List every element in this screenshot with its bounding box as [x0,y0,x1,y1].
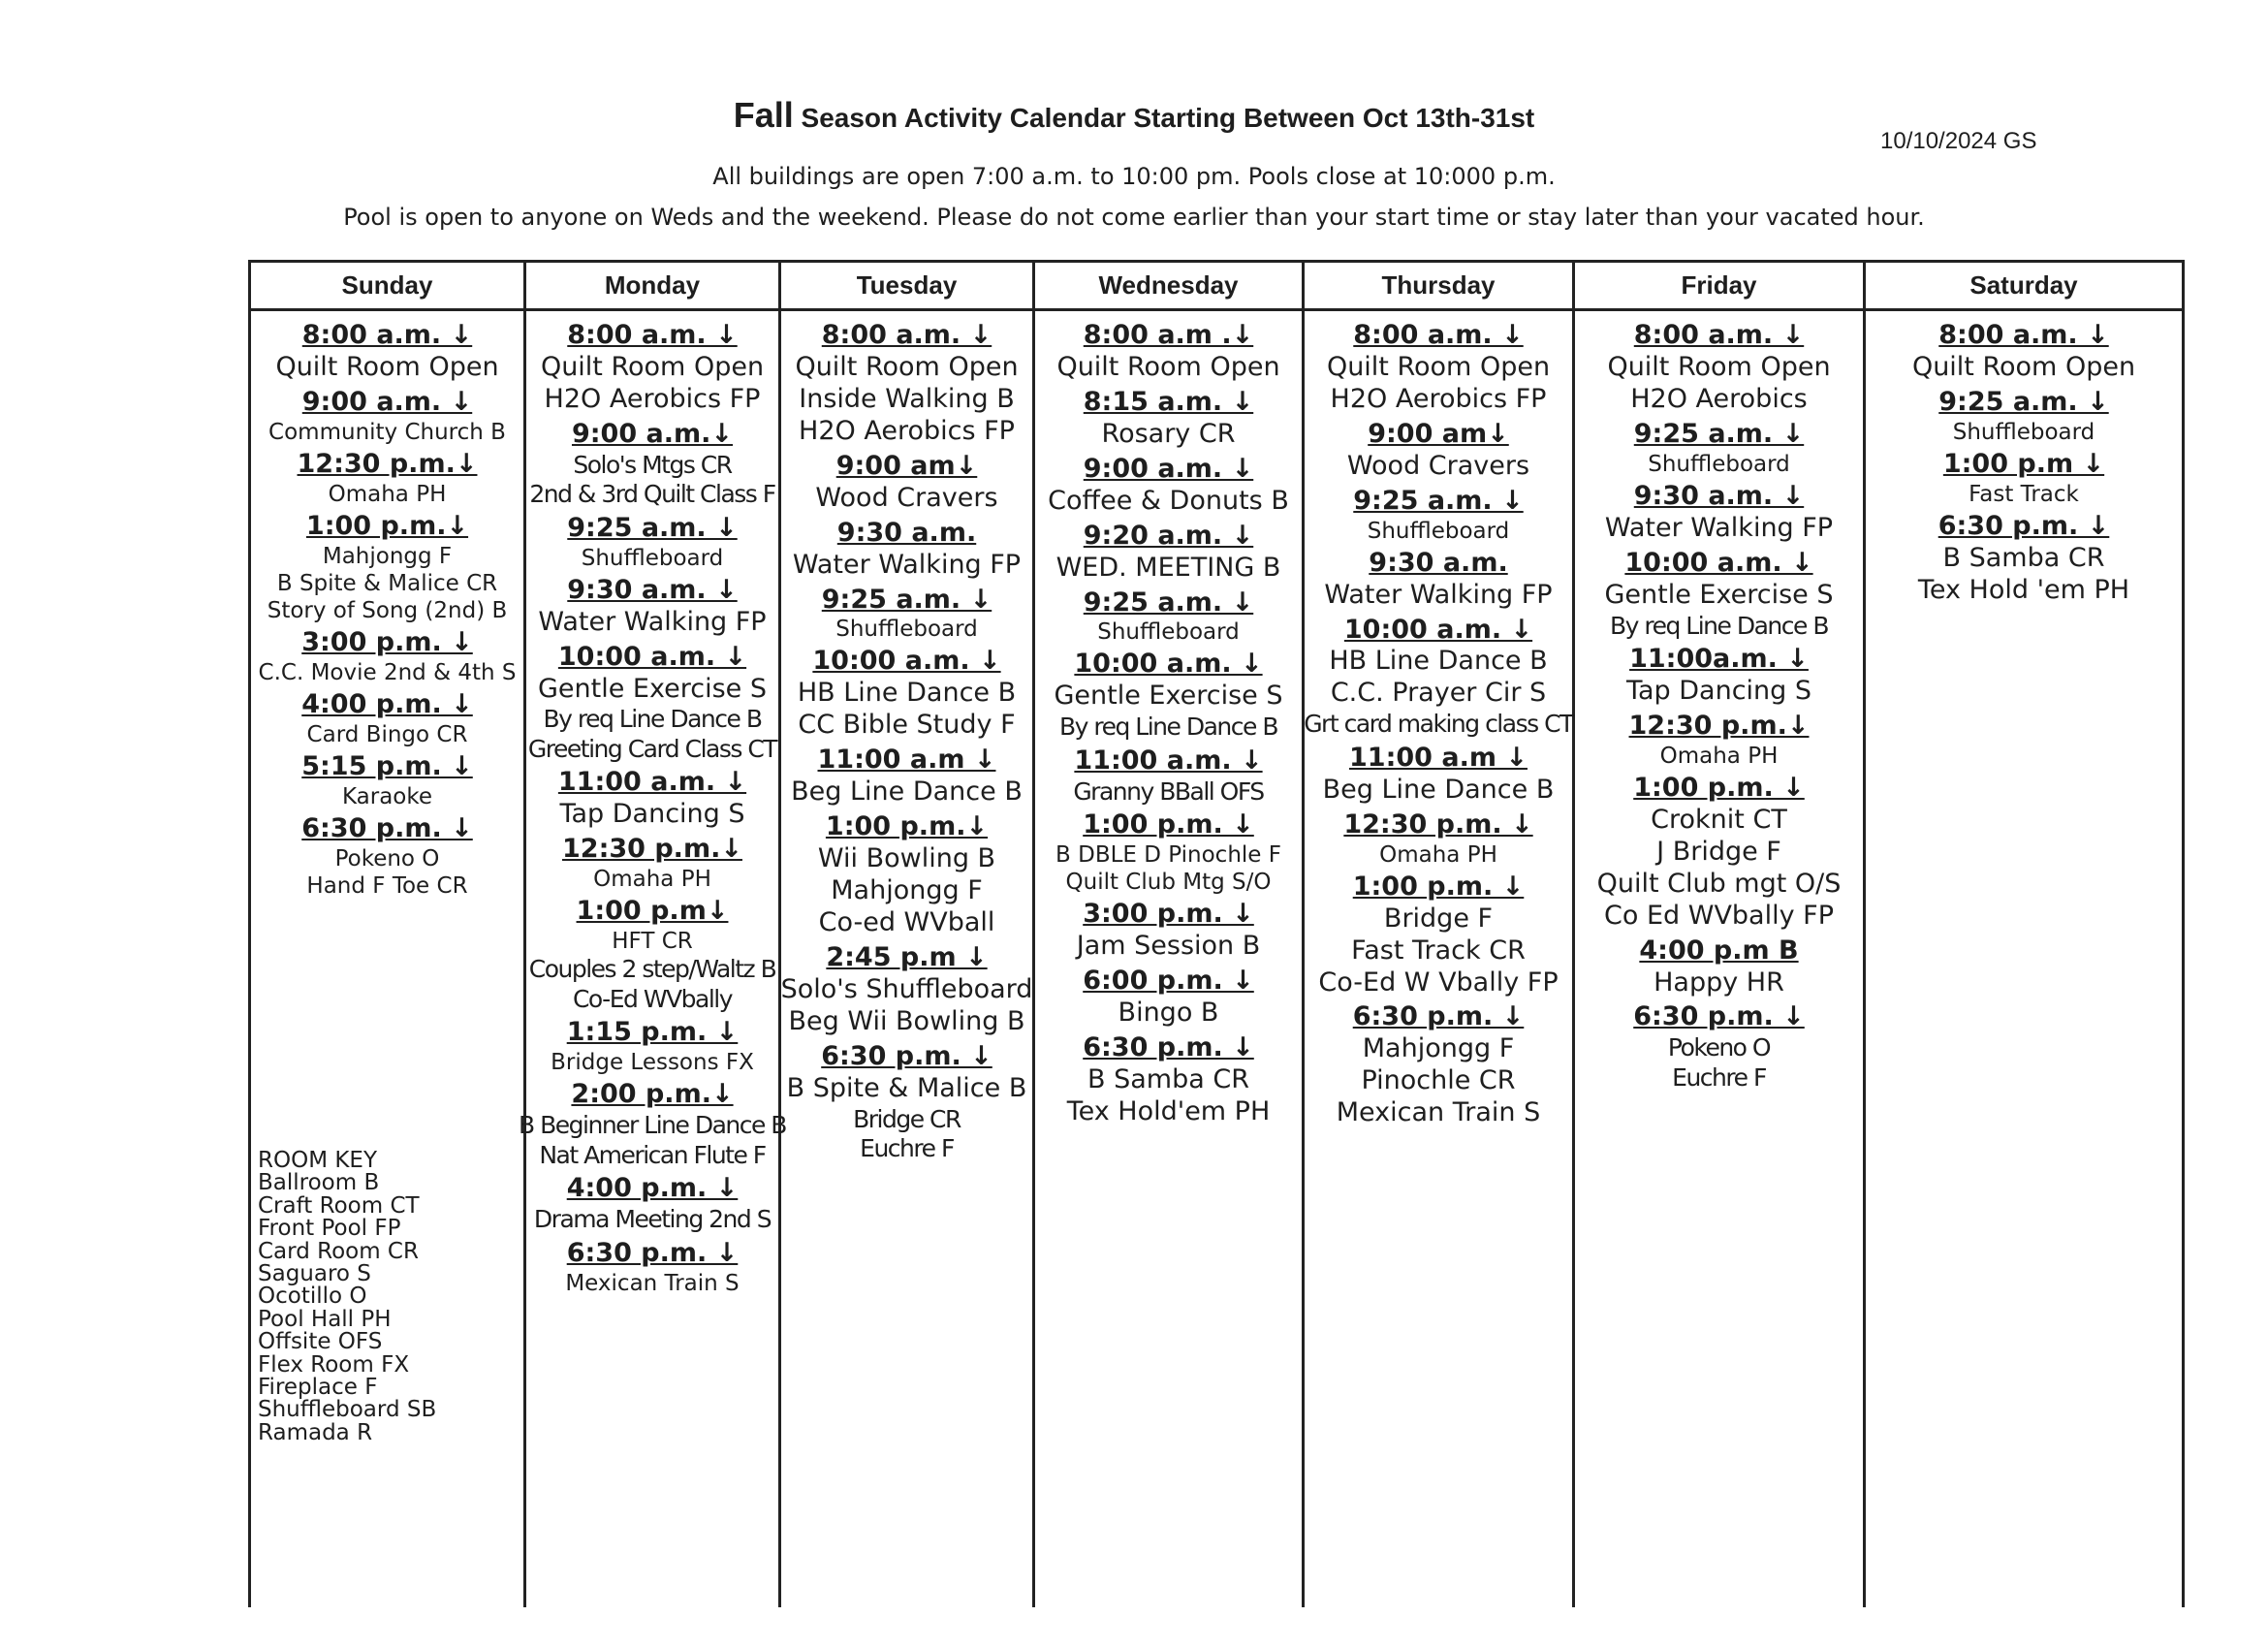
time-slot: 9:00 a.m. ↓ [301,386,473,417]
time-slot: 9:25 a.m. ↓ [1633,418,1805,449]
activity-item: Drama Meeting 2nd S [533,1205,772,1234]
activity-item: B Spite & Malice B [786,1072,1027,1103]
time-slot: 8:00 a.m. ↓ [1633,320,1805,350]
activity-item: Gentle Exercise S [1604,579,1834,610]
time-slot: 9:25 a.m. ↓ [567,512,738,543]
activity-list [519,311,786,1297]
time-slot: 5:15 p.m. ↓ [301,750,473,781]
activity-item: H2O Aerobics FP [1330,383,1547,414]
activity-item: Pokeno O [1667,1033,1771,1062]
time-slot: 9:30 a.m. ↓ [567,574,738,605]
activity-item: Shuffleboard [581,545,724,571]
activity-item: Mexican Train S [1336,1097,1541,1128]
activity-item: HFT CR [612,929,693,955]
day-header: Wednesday [1035,263,1302,311]
activity-item: Community Church B [268,419,506,445]
time-slot: 8:00 a.m. ↓ [1353,320,1524,350]
day-header: Tuesday [781,263,1032,311]
activity-item: Shuffleboard [1952,419,2095,445]
activity-item: B DBLE D Pinochle F [1055,842,1281,869]
day-header: Saturday [1866,263,2182,311]
time-slot: 9:30 a.m. [836,517,977,548]
activity-item: Tap Dancing S [559,799,745,830]
time-slot: 10:00 a.m. ↓ [557,641,747,672]
room-key-entry: Shuffleboard SB [258,1397,437,1423]
time-slot: 8:15 a.m. ↓ [1083,386,1254,417]
time-slot: 8:00 a.m. ↓ [567,320,738,350]
activity-item: Omaha PH [593,867,711,893]
activity-item: Mahjongg F [322,543,453,569]
title-season: Fall [733,95,794,135]
activity-item: Nat American Flute F [539,1140,766,1169]
activity-item: Water Walking FP [538,606,767,637]
time-slot: 6:30 p.m. ↓ [1937,510,2110,541]
activity-item: Grt card making class CT [1304,710,1573,739]
activity-item: Bridge CR [853,1104,961,1133]
activity-item: Quilt Club Mtg S/O [1065,870,1272,896]
time-slot: 3:00 p.m. ↓ [1083,899,1254,930]
time-slot: 9:00 a.m. ↓ [1083,453,1254,484]
activity-item: Fast Track [1969,481,2079,507]
time-slot: 6:30 p.m. ↓ [1083,1032,1254,1063]
activity-item: Tex Hold 'em PH [1917,574,2130,605]
activity-item: Euchre F [860,1134,954,1163]
activity-item: Gentle Exercise S [538,673,767,704]
activity-item: Euchre F [1672,1062,1766,1092]
time-slot: 10:00 a.m. ↓ [1343,614,1533,645]
time-slot: 6:30 p.m. ↓ [301,812,473,843]
room-key-entry: Fireplace F [258,1375,378,1401]
activity-item: Jam Session B [1076,931,1261,962]
activity-item: Tex Hold'em PH [1066,1095,1271,1126]
time-slot: 1:00 p.m. ↓ [1083,809,1254,840]
activity-item: Quilt Room Open [1911,351,2136,382]
activity-item: Quilt Room Open [1326,351,1551,382]
activity-list [1866,311,2182,607]
activity-item: Wii Bowling B [817,843,996,874]
activity-item: Couples 2 step/Waltz B [528,955,776,984]
time-slot: 1:00 p.m.↓ [825,811,989,842]
activity-item: Happy HR [1654,967,1784,998]
time-slot: 12:30 p.m.↓ [1628,710,1810,741]
day-header: Thursday [1305,263,1572,311]
time-slot: 4:00 p.m B [1639,935,1799,966]
activity-item: Pinochle CR [1361,1065,1516,1096]
activity-item: By req Line Dance B [543,705,762,734]
time-slot: 10:00 a.m. ↓ [812,646,1001,677]
day-column-saturday [1866,263,2182,1607]
activity-item: C.C. Movie 2nd & 4th S [258,659,517,685]
activity-item: By req Line Dance B [1609,611,1828,640]
activity-item: H2O Aerobics FP [799,415,1015,446]
day-header: Sunday [251,263,523,311]
time-slot: 8:00 a.m .↓ [1083,320,1254,350]
time-slot: 8:00 a.m. ↓ [301,320,473,350]
activity-item: Co-Ed WVbally [572,984,733,1013]
time-slot: 9:00 am↓ [1368,418,1509,449]
room-key-entry: Saguaro S [258,1261,371,1287]
activity-item: Bridge Lessons FX [551,1050,754,1076]
activity-item: WED. MEETING B [1055,552,1281,583]
activity-item: B Samba CR [1942,542,2105,573]
activity-item: Bridge F [1383,903,1494,934]
time-slot: 9:25 a.m. ↓ [1353,485,1524,516]
activity-item: Water Walking FP [792,549,1022,580]
room-key-entry: Front Pool FP [258,1216,401,1242]
time-slot: 2:00 p.m.↓ [571,1079,734,1110]
activity-item: Omaha PH [1379,841,1497,868]
time-slot: 11:00 a.m. ↓ [557,767,747,798]
time-slot: 6:30 p.m. ↓ [821,1040,992,1071]
room-key-entry: Craft Room CT [258,1192,420,1219]
time-slot: 9:25 a.m. ↓ [1938,386,2109,417]
activity-item: H2O Aerobics FP [544,383,761,414]
activity-item: Croknit CT [1651,804,1787,835]
activity-item: Mahjongg F [1362,1033,1515,1064]
activity-list [781,311,1032,1164]
activity-item: Story of Song (2nd) B [267,597,508,623]
activity-item: Mexican Train S [565,1270,740,1296]
activity-item: Water Walking FP [1604,512,1834,543]
activity-item: Beg Line Dance B [1322,774,1555,805]
activity-item: Beg Wii Bowling B [788,1005,1025,1036]
time-slot: 6:30 p.m. ↓ [566,1237,739,1268]
time-slot: 10:00 a.m. ↓ [1074,649,1263,680]
activity-item: Wood Cravers [815,482,998,513]
activity-item: Co Ed WVbally FP [1604,900,1834,931]
activity-item: Quilt Room Open [540,351,765,382]
room-key-title: ROOM KEY [258,1148,378,1173]
activity-item: Quilt Room Open [1056,351,1280,382]
hours-note: All buildings are open 7:00 a.m. to 10:00 pm. Pools close at 10:000 p.m. [712,163,1556,190]
activity-item: Beg Line Dance B [791,776,1023,808]
pool-note: Pool is open to anyone on Weds and the weekend. Please do not come earlier than your start time or stay later than your vacated hour. [343,204,1925,231]
activity-item: Quilt Room Open [1607,351,1831,382]
activity-item: Omaha PH [1659,743,1779,769]
time-slot: 1:00 p.m. ↓ [1352,871,1525,902]
time-slot: 8:00 a.m. ↓ [821,320,992,350]
day-column-thursday [1305,263,1575,1607]
date-stamp: 10/10/2024 GS [1880,128,2037,154]
activity-item: CC Bible Study F [798,710,1016,741]
time-slot: 1:00 p.m. ↓ [1633,772,1805,803]
activity-item: C.C. Prayer Cir S [1330,678,1547,709]
time-slot: 9:25 a.m. ↓ [821,584,992,615]
activity-item: Gentle Exercise S [1054,681,1283,712]
time-slot: 3:00 p.m. ↓ [301,626,473,657]
activity-item: Mahjongg F [831,875,983,906]
activity-list [1035,311,1302,1128]
activity-item: Omaha PH [328,481,447,507]
time-slot: 9:00 a.m.↓ [571,418,734,449]
time-slot: 11:00 a.m ↓ [817,745,996,776]
time-slot: 8:00 a.m. ↓ [1938,320,2109,350]
activity-item: Wood Cravers [1346,450,1530,481]
activity-item: Rosary CR [1101,418,1236,449]
time-slot: 6:30 p.m. ↓ [1633,1001,1805,1032]
activity-item: Quilt Club mgt O/S [1596,868,1842,899]
room-key [258,1150,436,1444]
activity-item: Shuffleboard [835,617,978,643]
activity-item: Tap Dancing S [1625,675,1812,706]
activity-item: B Spite & Malice CR [276,570,498,596]
calendar-grid [248,260,2185,1607]
activity-item: Co-Ed W Vbally FP [1318,967,1559,998]
time-slot: 2:45 p.m ↓ [826,941,988,972]
activity-item: Bingo B [1118,998,1219,1029]
time-slot: 9:25 a.m. ↓ [1083,586,1254,618]
time-slot: 10:00 a.m. ↓ [1624,547,1813,578]
activity-item: J Bridge F [1656,836,1781,867]
activity-item: Inside Walking B [799,383,1015,414]
activity-item: Solo's Mtgs CR [573,450,732,479]
activity-item: Quilt Room Open [795,351,1019,382]
activity-item: Quilt Room Open [275,351,499,382]
title-rest: Season Activity Calendar Starting Between Oct 13th-31st [801,103,1535,133]
time-slot: 4:00 p.m. ↓ [566,1173,739,1204]
activity-item: Water Walking FP [1324,579,1553,610]
time-slot: 6:30 p.m. ↓ [1352,1001,1525,1032]
time-slot: 9:00 am↓ [835,450,978,481]
time-slot: 12:30 p.m.↓ [297,448,478,479]
activity-item: Pokeno O [334,845,440,872]
time-slot: 9:20 a.m. ↓ [1083,520,1254,551]
activity-list [1575,311,1863,1093]
time-slot: 1:00 p.m.↓ [305,510,469,541]
day-column-wednesday [1035,263,1305,1607]
room-key-entry: Flex Room FX [258,1351,410,1378]
activity-item: Shuffleboard [1648,451,1790,477]
room-key-entry: Ballroom B [258,1170,380,1196]
activity-item: Co-ed WVball [818,906,995,937]
time-slot: 11:00 a.m ↓ [1349,742,1528,773]
activity-list [1305,311,1572,1129]
time-slot: 11:00 a.m. ↓ [1074,745,1263,776]
time-slot: 4:00 p.m. ↓ [301,688,473,719]
activity-item: Card Bingo CR [306,721,468,747]
room-key-entry: Pool Hall PH [258,1306,392,1332]
time-slot: 1:00 p.m ↓ [1942,448,2105,479]
day-header: Friday [1575,263,1863,311]
activity-item: HB Line Dance B [797,678,1017,709]
activity-item: Shuffleboard [1367,518,1510,544]
time-slot: 6:00 p.m. ↓ [1083,966,1254,997]
room-key-entry: Card Room CR [258,1238,419,1264]
room-key-entry: Offsite OFS [258,1329,383,1355]
activity-item: Karaoke [341,783,433,809]
activity-item: By req Line Dance B [1058,713,1277,742]
activity-item: HB Line Dance B [1329,646,1548,677]
activity-item: Fast Track CR [1351,935,1526,966]
time-slot: 9:30 a.m. ↓ [1633,480,1805,511]
time-slot: 1:15 p.m. ↓ [566,1017,739,1048]
day-column-tuesday [781,263,1035,1607]
activity-item: Hand F Toe CR [306,872,468,899]
activity-item: B Beginner Line Dance B [519,1111,786,1140]
activity-item: Greeting Card Class CT [527,734,777,763]
activity-item: Shuffleboard [1097,619,1240,646]
room-key-entry: Ramada R [258,1419,373,1445]
room-key-entry: Ocotillo O [258,1284,367,1310]
day-column-friday [1575,263,1866,1607]
time-slot: 1:00 p.m↓ [576,896,729,927]
activity-item: B Samba CR [1087,1064,1249,1095]
activity-item: H2O Aerobics [1630,383,1808,414]
time-slot: 9:30 a.m. [1369,547,1508,578]
activity-list [251,311,523,900]
time-slot: 12:30 p.m.↓ [562,834,742,865]
activity-item: Solo's Shuffleboard [780,973,1033,1004]
activity-item: Coffee & Donuts B [1048,485,1289,516]
time-slot: 11:00a.m. ↓ [1629,644,1809,675]
day-header: Monday [526,263,778,311]
activity-item: Granny BBall OFS [1073,776,1264,806]
day-column-monday [519,263,786,1607]
activity-item: 2nd & 3rd Quilt Class F [529,480,775,509]
time-slot: 12:30 p.m. ↓ [1343,808,1533,840]
